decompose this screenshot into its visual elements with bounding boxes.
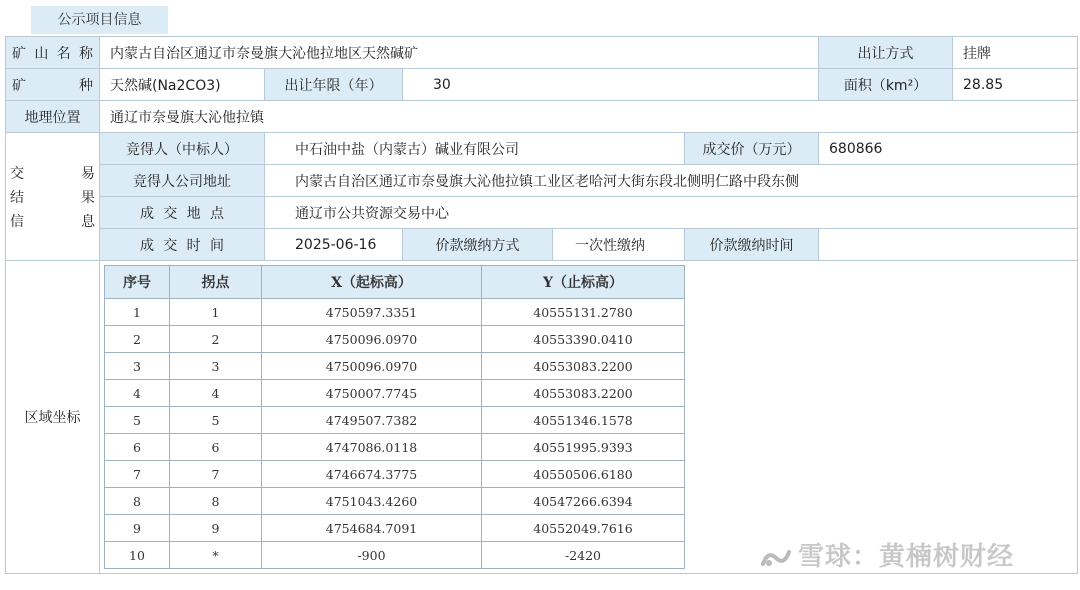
- payment-method-value: 一次性缴纳: [553, 229, 685, 261]
- coord-index: 6: [105, 434, 170, 461]
- payment-time-label: 价款缴纳时间: [685, 229, 819, 261]
- payment-method-label: 价款缴纳方式: [403, 229, 553, 261]
- winner-label: 竞得人（中标人）: [100, 133, 265, 165]
- row-deal-time: [6, 229, 1078, 261]
- coord-point: 9: [170, 515, 262, 542]
- coord-point: 4: [170, 380, 262, 407]
- coord-header-point: 拐点: [170, 266, 262, 299]
- deal-time-value: 2025-06-16: [265, 229, 403, 261]
- coord-index: 8: [105, 488, 170, 515]
- coord-row: [105, 515, 685, 542]
- coord-index: 2: [105, 326, 170, 353]
- row-mineral: [6, 69, 1078, 101]
- term-label: 出让年限（年）: [265, 69, 403, 101]
- row-region-coords: [6, 261, 1078, 574]
- deal-place-label: 成 交 地 点: [100, 197, 265, 229]
- coord-x: 4749507.7382: [262, 407, 482, 434]
- coord-row: [105, 380, 685, 407]
- coord-point: 5: [170, 407, 262, 434]
- watermark-text: 雪球：黄楠树财经: [798, 542, 1015, 572]
- coord-y: 40555131.2780: [482, 299, 685, 326]
- coord-row: [105, 542, 685, 569]
- location-label: 地理位置: [6, 101, 100, 133]
- trade-result-label: [6, 133, 100, 261]
- trade-result-char-6: 息: [81, 213, 95, 230]
- row-winner-address: [6, 165, 1078, 197]
- coord-x: 4747086.0118: [262, 434, 482, 461]
- coord-x: 4750096.0970: [262, 326, 482, 353]
- winner-value: 中石油中盐（内蒙古）碱业有限公司: [265, 133, 685, 165]
- coord-y: 40553083.2200: [482, 353, 685, 380]
- coord-point: 1: [170, 299, 262, 326]
- winner-address-value: 内蒙古自治区通辽市奈曼旗大沁他拉镇工业区老哈河大街东段北侧明仁路中段东侧: [265, 165, 1078, 197]
- deal-place-value: 通辽市公共资源交易中心: [265, 197, 1078, 229]
- area-label: 面积（km²）: [819, 69, 953, 101]
- transfer-method-value: 挂牌: [953, 37, 1078, 69]
- coord-point: 6: [170, 434, 262, 461]
- coord-y: 40551346.1578: [482, 407, 685, 434]
- coord-y: 40553083.2200: [482, 380, 685, 407]
- deal-time-label: 成 交 时 间: [100, 229, 265, 261]
- snowball-logo-icon: [760, 546, 792, 570]
- coord-header-x: X（起标高）: [262, 266, 482, 299]
- coord-header-index: 序号: [105, 266, 170, 299]
- payment-time-value: [819, 229, 1078, 261]
- coord-row: [105, 434, 685, 461]
- project-info-table: [5, 36, 1078, 574]
- coord-x: -900: [262, 542, 482, 569]
- coord-x: 4746674.3775: [262, 461, 482, 488]
- coord-row: [105, 407, 685, 434]
- row-mine-name: [6, 37, 1078, 69]
- coord-row: [105, 299, 685, 326]
- coord-index: 5: [105, 407, 170, 434]
- coord-point: 8: [170, 488, 262, 515]
- section-tab[interactable]: 公示项目信息: [31, 6, 168, 34]
- mineral-label: [6, 69, 100, 101]
- coord-index: 1: [105, 299, 170, 326]
- row-location: [6, 101, 1078, 133]
- coord-point: *: [170, 542, 262, 569]
- coord-index: 7: [105, 461, 170, 488]
- coord-y: 40553390.0410: [482, 326, 685, 353]
- coord-y: 40550506.6180: [482, 461, 685, 488]
- area-value: 28.85: [953, 69, 1078, 101]
- winner-address-label: 竞得人公司地址: [100, 165, 265, 197]
- coord-y: 40551995.9393: [482, 434, 685, 461]
- region-coord-cell: [100, 261, 1078, 574]
- coord-x: 4751043.4260: [262, 488, 482, 515]
- mineral-type-value: 天然碱(Na2CO3): [100, 69, 265, 101]
- coord-index: 3: [105, 353, 170, 380]
- price-value: 680866: [819, 133, 1078, 165]
- coord-row: [105, 326, 685, 353]
- coord-row: [105, 353, 685, 380]
- coord-x: 4754684.7091: [262, 515, 482, 542]
- coord-row: [105, 488, 685, 515]
- trade-result-char-2: 易: [81, 165, 95, 182]
- location-value: 通辽市奈曼旗大沁他拉镇: [100, 101, 1078, 133]
- coord-index: 9: [105, 515, 170, 542]
- watermark: [760, 536, 1014, 573]
- coord-header-row: [105, 266, 685, 299]
- region-coord-label: 区域坐标: [6, 261, 100, 574]
- coord-x: 4750096.0970: [262, 353, 482, 380]
- coord-x: 4750007.7745: [262, 380, 482, 407]
- term-value: 30: [403, 69, 819, 101]
- row-deal-place: [6, 197, 1078, 229]
- coord-y: 40547266.6394: [482, 488, 685, 515]
- coord-point: 7: [170, 461, 262, 488]
- row-winner: [6, 133, 1078, 165]
- coordinate-table: [104, 265, 685, 569]
- price-label: 成交价（万元）: [685, 133, 819, 165]
- trade-result-char-1: 交: [10, 165, 24, 182]
- coord-x: 4750597.3351: [262, 299, 482, 326]
- coord-y: 40552049.7616: [482, 515, 685, 542]
- mineral-label-char-2: 种: [79, 77, 93, 94]
- trade-result-char-3: 结: [10, 189, 24, 206]
- coord-header-y: Y（止标高）: [482, 266, 685, 299]
- trade-result-char-4: 果: [81, 189, 95, 206]
- coord-y: -2420: [482, 542, 685, 569]
- mine-name-value: 内蒙古自治区通辽市奈曼旗大沁他拉地区天然碱矿: [100, 37, 819, 69]
- transfer-method-label: 出让方式: [819, 37, 953, 69]
- coord-point: 2: [170, 326, 262, 353]
- mineral-label-char-1: 矿: [12, 77, 26, 94]
- mine-name-label: 矿山名称: [6, 37, 100, 69]
- coord-index: 10: [105, 542, 170, 569]
- coord-index: 4: [105, 380, 170, 407]
- trade-result-char-5: 信: [10, 213, 24, 230]
- coord-point: 3: [170, 353, 262, 380]
- coord-row: [105, 461, 685, 488]
